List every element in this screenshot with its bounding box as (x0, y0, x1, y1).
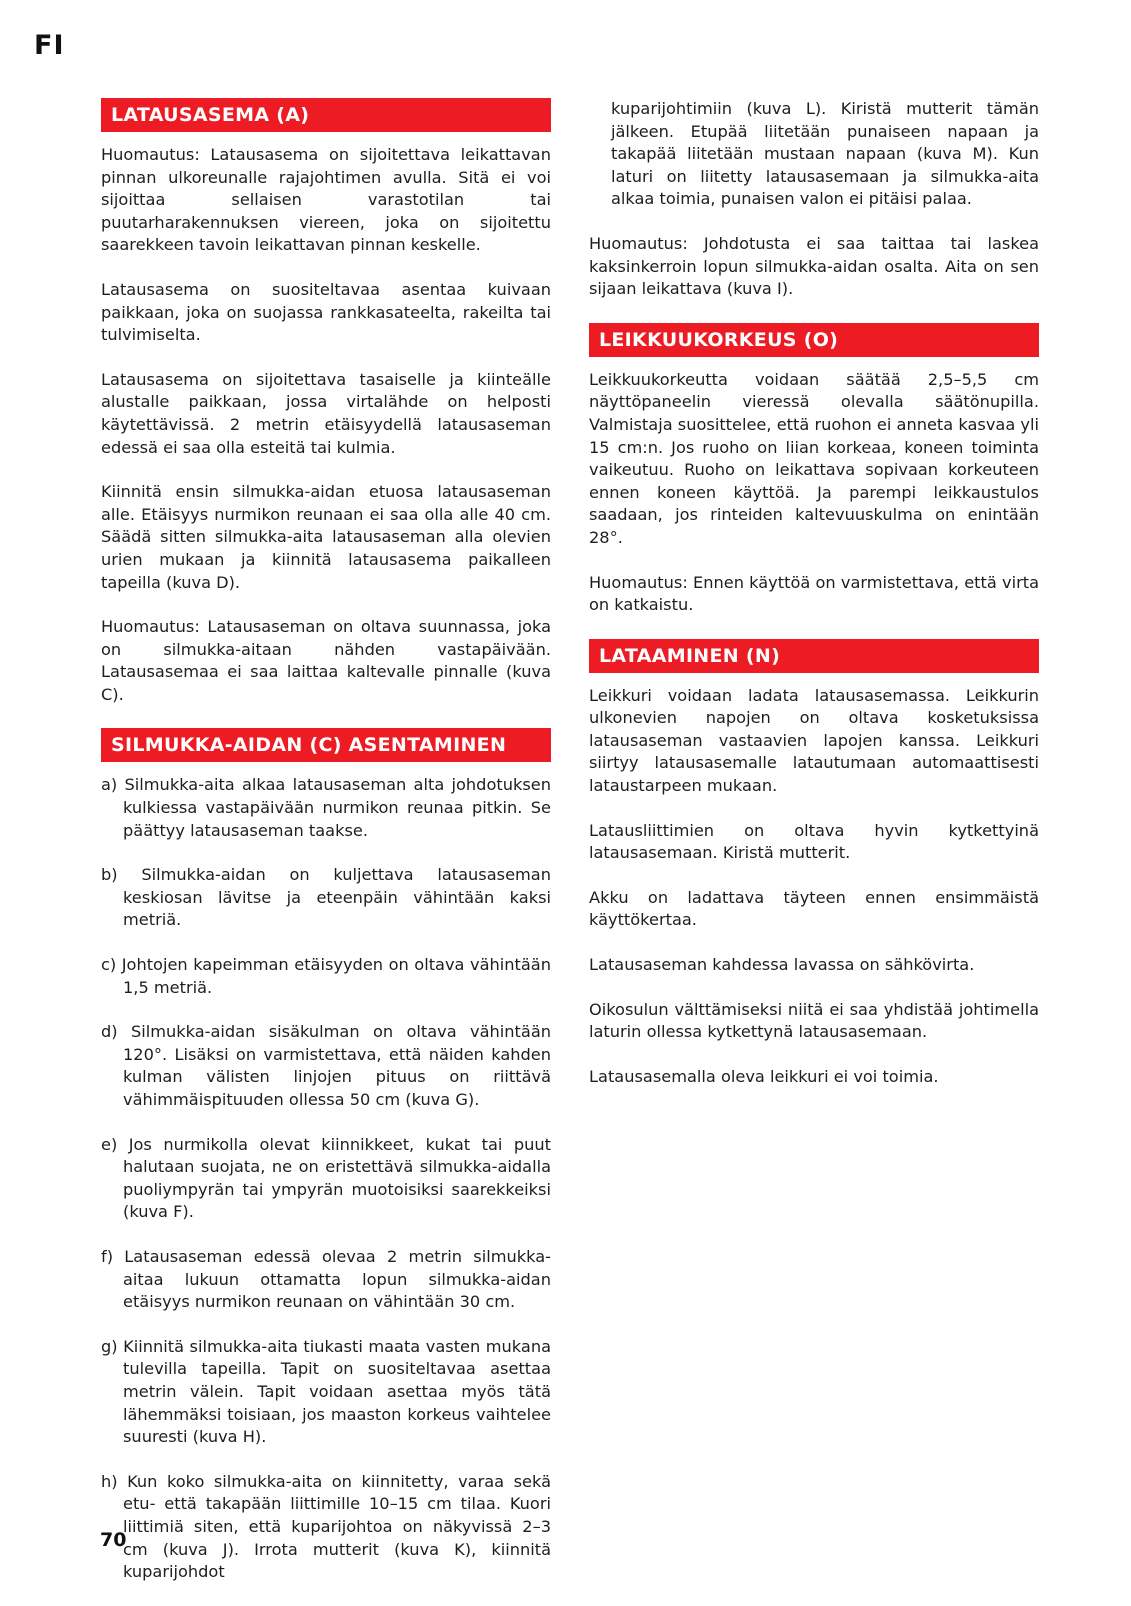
left-column (101, 98, 551, 1606)
paragraph: Huomautus: Latausaseman on oltava suunnassa, joka on silmukka-aitaan nähden vastapäivään. Latausasemaa ei saa laittaa kaltevalle pinnalle (kuva C). (101, 617, 551, 704)
paragraph: Latausasema on sijoitettava tasaiselle ja kiinteälle alustalle paikkaan, jossa virtalähde on helposti käytettävissä. 2 metrin etäisyydellä latausaseman edessä ei saa olla esteitä tai kulmia. (101, 369, 551, 457)
list-item: c) Johtojen kapeimman etäisyyden on oltava vähintään 1,5 metriä. (101, 955, 551, 997)
paragraph: Huomautus: Latausasema on sijoitettava leikattavan pinnan ulkoreunalle rajajohtimen avulla. Sitä ei voi sijoittaa sellaisen varastotilan tai puutarharakennuksen viereen, joka on sijoitettu saarekkeen tavoin leikattavan pinnan keskelle. (101, 145, 551, 255)
list-item: b) Silmukka-aidan on kuljettava latausaseman keskiosan lävitse ja eteenpäin vähintään kaksi metriä. (101, 865, 551, 930)
paragraph: Akku on ladattava täyteen ennen ensimmäistä käyttökertaa. (589, 887, 1039, 930)
paragraph: Kiinnitä ensin silmukka-aidan etuosa latausaseman alle. Etäisyys nurmikon reunaan ei saa olla alle 40 cm. Säädä sitten silmukka-aita latausaseman alla olevien urien mukaan ja kiinnitä latausasema paikalleen tapeilla (kuva D). (101, 482, 551, 592)
right-column (589, 98, 1039, 1110)
language-code: FI (34, 30, 65, 61)
paragraph: Latausaseman kahdessa lavassa on sähkövirta. (589, 955, 975, 975)
list-item: e) Jos nurmikolla olevat kiinnikkeet, kukat tai puut halutaan suojata, ne on eristettävä silmukka-aidalla puoliympyrän tai ympyrän muotoisiksi saarekkeiksi (kuva F). (101, 1134, 551, 1222)
paragraph: Leikkuri voidaan ladata latausasemassa. Leikkurin ulkonevien napojen on oltava kosketuksissa latausaseman vastaavien lapojen kanssa. Leikkuri siirtyy latausasemalle latautumaan automaattisesti lataustarpeen mukaan. (589, 685, 1039, 796)
paragraph: Latausasema on suositeltavaa asentaa kuivaan paikkaan, joka on suojassa rankkasateelta, rakeilta tai tulvimiselta. (101, 279, 551, 345)
list-item: d) Silmukka-aidan sisäkulman on oltava vähintään 120°. Lisäksi on varmistettava, että näiden kahden kulman välisten linjojen pituus on riittävä vähimmäispituuden ollessa 50 cm (kuva G). (101, 1022, 551, 1109)
paragraph: Latausasemalla oleva leikkuri ei voi toimia. (589, 1066, 939, 1086)
list-item-continuation: kuparijohtimiin (kuva L). Kiristä mutterit tämän jälkeen. Etupää liitetään punaiseen napaan ja takapää liitetään mustaan napaan (kuva M). Kun laturi on liitetty latausasemaan ja silmukka-aita alkaa toimia, punaisen valon ei pitäisi palaa. (611, 99, 1039, 209)
section-heading-cutting-height: LEIKKUUKORKEUS (O) (589, 323, 1039, 357)
list-item: g) Kiinnitä silmukka-aita tiukasti maata vasten mukana tulevilla tapeilla. Tapit on suositeltavaa asettaa metrin välein. Tapit voidaan asettaa myös tätä lähemmäksi toisiaan, jos maaston korkeus vaihtelee suuresti (kuva H). (101, 1336, 551, 1447)
paragraph: Huomautus: Ennen käyttöä on varmistettava, että virta on katkaistu. (589, 572, 1039, 615)
list-item: f) Latausaseman edessä olevaa 2 metrin silmukka-aitaa lukuun ottamatta lopun silmukka-aidan etäisyys nurmikon reunaan on vähintään 30 cm. (101, 1246, 551, 1312)
section-heading-charging-station: LATAUSASEMA (A) (101, 98, 551, 132)
list-item: h) Kun koko silmukka-aita on kiinnitetty, varaa sekä etu- että takapään liittimille 10–15 cm tilaa. Kuori liittimiä siten, että kuparijohtoa on näkyvissä 2–3 cm (kuva J). Irrota mutterit (kuva K), kiinnitä kuparijohdot (101, 1471, 551, 1582)
list-item: a) Silmukka-aita alkaa latausaseman alta johdotuksen kulkiessa vastapäivään nurmikon reunaa pitkin. Se päättyy latausaseman taakse. (101, 775, 551, 840)
section-heading-charging: LATAAMINEN (N) (589, 639, 1039, 673)
page-number: 70 (100, 1529, 127, 1551)
note-paragraph: Huomautus: Johdotusta ei saa taittaa tai laskea kaksinkerroin lopun silmukka-aidan osalta. Aita on sen sijaan leikattava (kuva I). (589, 233, 1039, 299)
section-heading-boundary-wire-install: SILMUKKA-AIDAN (C) ASENTAMINEN (101, 728, 551, 762)
paragraph: Leikkuukorkeutta voidaan säätää 2,5–5,5 cm näyttöpaneelin vieressä olevalla säätönupilla. Valmistaja suosittelee, että ruohon ei anneta kasvaa yli 15 cm:n. Jos ruoho on liian korkeaa, koneen toiminta vaikeutuu. Ruoho on leikattava sopivaan korkeuteen ennen koneen käyttöä. Ja parempi leikkaustulos saadaan, jos rinteiden kaltevuuskulma on enintään 28°. (589, 369, 1039, 547)
paragraph: Oikosulun välttämiseksi niitä ei saa yhdistää johtimella laturin ollessa kytkettynä latausasemaan. (589, 999, 1039, 1042)
paragraph: Latausliittimien on oltava hyvin kytkettyinä latausasemaan. Kiristä mutterit. (589, 820, 1039, 863)
